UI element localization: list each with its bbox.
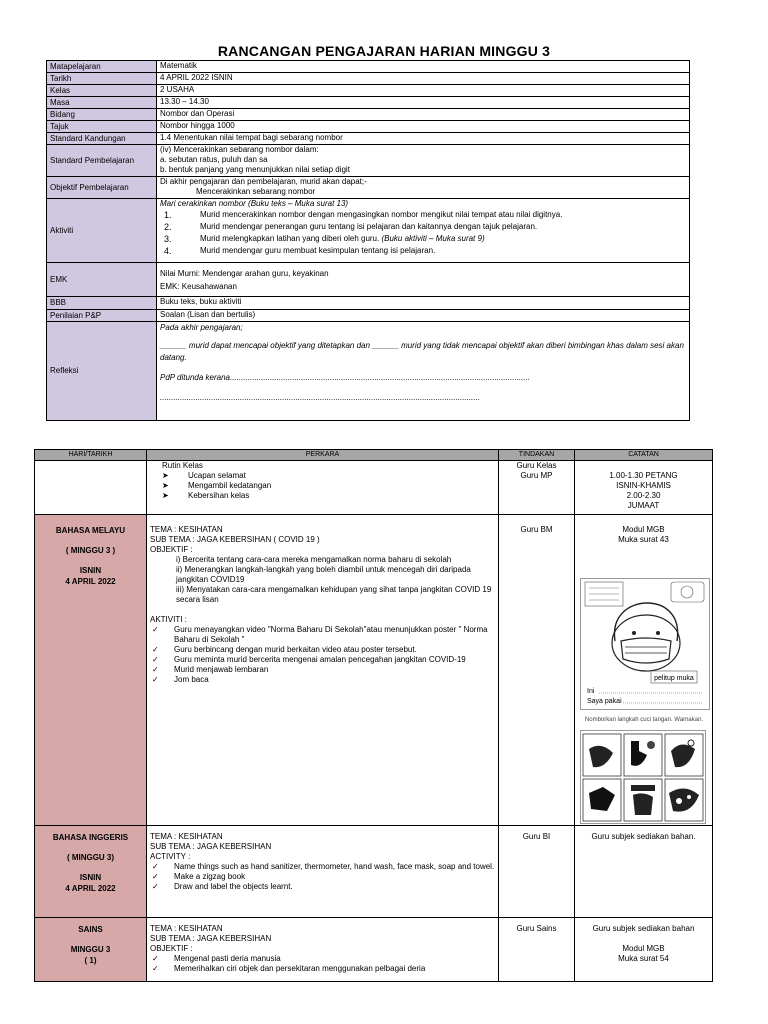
catatan-line: ISNIN-KHAMIS — [616, 481, 671, 490]
day-line: BAHASA MELAYU — [55, 526, 126, 535]
aktiviti-number: 4. — [164, 246, 172, 256]
label-tarikh: Tarikh — [47, 73, 157, 85]
value-tarikh: 4 APRIL 2022 ISNIN — [157, 73, 690, 85]
sains-objektif-item: ✓ Mengenal pasti deria manusia — [152, 954, 281, 963]
rutin-list — [150, 471, 495, 501]
check-icon: ✓ — [152, 665, 159, 674]
label-refleksi: Refleksi — [47, 322, 157, 421]
check-icon: ✓ — [152, 625, 159, 634]
label-masa: Masa — [47, 97, 157, 109]
row-penilaian — [47, 310, 690, 322]
aktiviti-number: 1. — [164, 210, 172, 220]
bm-aktiviti-item: ✓ Guru menayangkan video "Norma Baharu Di Sekolah"atau menunjukkan poster " Norma Baharu di Sekolah " — [152, 625, 488, 644]
aktiviti-list — [160, 209, 686, 257]
bm-aktiviti-item: ✓ Jom baca — [152, 675, 209, 684]
schedule-header — [35, 450, 713, 461]
row-refleksi — [47, 322, 690, 421]
rutin-perkara — [147, 461, 499, 515]
row-bbb — [47, 297, 690, 310]
bm-catatan-line: Muka surat 43 — [618, 535, 669, 544]
header-tindakan: TINDAKAN — [499, 450, 575, 461]
row-bm — [35, 515, 713, 826]
catatan-line: Muka surat 54 — [618, 954, 669, 963]
value-masa: 13.30 – 14.30 — [157, 97, 690, 109]
aktiviti-intro: Mari cerakinkan nombor (Buku teks – Muka surat 13) — [160, 199, 349, 208]
aktiviti-text: Murid mendengar guru membuat kesimpulan tentang isi pelajaran. — [200, 246, 436, 255]
bm-objektif-line: iii) Menyatakan cara-cara mengamalkan kehidupan yang sihat tanpa jangkitan COVID 19 secara lisan — [176, 585, 492, 604]
page-title: RANCANGAN PENGAJARAN HARIAN MINGGU 3 — [217, 43, 551, 59]
handwash-worksheet-image — [580, 730, 706, 824]
rutin-item: ➤ Ucapan selamat — [162, 471, 246, 480]
check-icon: ✓ — [152, 872, 159, 881]
label-bidang: Bidang — [47, 109, 157, 121]
catatan-line: 2.00-2.30 — [626, 491, 661, 500]
value-standard-pembelajaran — [157, 145, 690, 177]
emk-line: EMK: Keusahawanan — [160, 281, 237, 291]
value-emk — [157, 263, 690, 297]
bm-catatan-line: Modul MGB — [622, 525, 665, 534]
value-penilaian: Soalan (Lisan dan bertulis) — [157, 310, 690, 322]
bi-activity-item: ✓ Name things such as hand sanitizer, thermometer, hand wash, face mask, soap and towel. — [152, 862, 495, 871]
aktiviti-number: 3. — [164, 234, 172, 244]
row-sains — [35, 918, 713, 982]
aktiviti-item — [160, 233, 686, 245]
label-bbb: BBB — [47, 297, 157, 310]
aktiviti-text: Murid mendengar penerangan guru tentang isi pelajaran dan kaitannya dengan tajuk pelajaran. — [200, 222, 538, 231]
catatan-line: 1.00-1.30 PETANG — [609, 471, 678, 480]
tindakan-line: Guru Kelas — [516, 461, 557, 470]
bm-aktiviti-item: ✓ Guru meminta murid bercerita mengenai amalan pencegahan jangkitan COVID-19 — [152, 655, 466, 664]
face-mask-illustration — [581, 579, 709, 709]
aktiviti-text: Murid mencerakinkan nombor dengan mengasingkan nombor mengikut nilai tempat atau nilai digitnya. — [200, 210, 563, 219]
row-emk — [47, 263, 690, 297]
check-icon: ✓ — [152, 645, 159, 654]
check-icon: ✓ — [152, 675, 159, 684]
value-kelas: 2 USAHA — [157, 85, 690, 97]
bi-activity-list — [150, 862, 495, 892]
sains-objektif-label: OBJEKTIF : — [150, 944, 193, 953]
bi-tema: TEMA : KESIHATAN — [150, 832, 223, 841]
bi-activity-item: ✓ Make a zigzag book — [152, 872, 246, 881]
sains-day — [35, 918, 147, 982]
objektif-line: Mencerakinkan sebarang nombor — [196, 187, 316, 196]
day-line: ( MINGGU 3) — [66, 853, 115, 862]
header-catatan: CATATAN — [575, 450, 713, 461]
bi-activity-item: ✓ Draw and label the objects learnt. — [152, 882, 293, 891]
value-objektif — [157, 177, 690, 199]
label-kelas: Kelas — [47, 85, 157, 97]
bm-objektif-label: OBJEKTIF : — [150, 545, 193, 554]
label-penilaian: Penilaian P&P — [47, 310, 157, 322]
handwash-illustration — [581, 731, 705, 823]
header-perkara: PERKARA — [147, 450, 499, 461]
day-line: BAHASA INGGERIS — [52, 833, 129, 842]
objektif-line: Di akhir pengajaran dan pembelajaran, murid akan dapat;- — [160, 177, 367, 186]
row-bidang — [47, 109, 690, 121]
catatan-line: Modul MGB — [622, 944, 665, 953]
value-refleksi — [157, 322, 690, 421]
row-tajuk — [47, 121, 690, 133]
row-standard-pembelajaran — [47, 145, 690, 177]
check-icon: ✓ — [152, 882, 159, 891]
refleksi-line: PdP ditunda kerana....................................................................................................................................... — [160, 373, 531, 382]
label-standard-pembelajaran: Standard Pembelajaran — [47, 145, 157, 177]
row-aktiviti — [47, 199, 690, 263]
worksheet-line1: Ini — [587, 688, 595, 695]
label-emk: EMK — [47, 263, 157, 297]
rutin-catatan — [575, 461, 713, 515]
rutin-day — [35, 461, 147, 515]
sains-subtema: SUB TEMA : JAGA KEBERSIHAN — [150, 934, 272, 943]
bi-perkara — [147, 826, 499, 918]
sp-line: b. bentuk panjang yang menunjukkan nilai setiap digit — [160, 165, 350, 174]
catatan-line: Guru subjek sediakan bahan — [592, 924, 695, 933]
aktiviti-item — [160, 245, 686, 257]
rutin-tindakan — [499, 461, 575, 515]
bm-day — [35, 515, 147, 826]
value-tajuk: Nombor hingga 1000 — [157, 121, 690, 133]
rutin-item: ➤ Kebersihan kelas — [162, 491, 250, 500]
bi-tindakan: Guru BI — [499, 826, 575, 918]
refleksi-line: ................................................................................................................................................ — [160, 393, 481, 402]
row-masa — [47, 97, 690, 109]
sains-perkara — [147, 918, 499, 982]
bm-objektif-line: ii) Menerangkan langkah-langkah yang boleh diambil untuk mencegah diri daripada jangkitan COVID19 — [176, 565, 471, 584]
bi-day — [35, 826, 147, 918]
check-icon: ✓ — [152, 862, 159, 871]
bm-perkara — [147, 515, 499, 826]
tindakan-line: Guru MP — [520, 471, 553, 480]
bm-aktiviti-list — [150, 625, 495, 685]
arrow-icon: ➤ — [162, 471, 169, 480]
row-matapelajaran — [47, 61, 690, 73]
row-standard-kandungan — [47, 133, 690, 145]
schedule-table — [34, 449, 713, 982]
sains-objektif-item: ✓ Memerihalkan ciri objek dan persekitaran menggunakan pelbagai deria — [152, 964, 426, 973]
bm-objektif-line: i) Bercerita tentang cara-cara mereka mengamalkan norma baharu di sekolah — [176, 555, 452, 564]
value-standard-kandungan: 1.4 Menentukan nilai tempat bagi sebarang nombor — [157, 133, 690, 145]
aktiviti-number: 2. — [164, 222, 172, 232]
handwash-caption: Nomborkan langkah cuci tangan. Warnakan. — [584, 717, 704, 723]
sains-catatan — [575, 918, 713, 982]
bm-tema: TEMA : KESIHATAN — [150, 525, 223, 534]
sp-line: a. sebutan ratus, puluh dan sa — [160, 155, 268, 164]
check-icon: ✓ — [152, 964, 159, 973]
bm-aktiviti-item: ✓ Murid menjawab lembaran — [152, 665, 269, 674]
day-line: SAINS — [78, 925, 103, 934]
bi-activity-label: ACTIVITY : — [150, 852, 191, 861]
face-mask-worksheet-image — [580, 578, 710, 710]
day-line: ISNIN — [79, 566, 102, 575]
value-bbb: Buku teks, buku aktiviti — [157, 297, 690, 310]
bm-aktiviti-label: AKTIVITI : — [150, 615, 187, 624]
row-kelas — [47, 85, 690, 97]
refleksi-line: Pada akhir pengajaran; — [160, 323, 243, 332]
sp-line: (iv) Mencerakinkan sebarang nombor dalam: — [160, 145, 319, 154]
catatan-line: JUMAAT — [627, 501, 660, 510]
arrow-icon: ➤ — [162, 481, 169, 490]
sains-tindakan: Guru Sains — [499, 918, 575, 982]
row-objektif — [47, 177, 690, 199]
value-bidang: Nombor dan Operasi — [157, 109, 690, 121]
worksheet-line2: Saya pakai — [587, 698, 622, 705]
day-line: ( 1) — [84, 956, 97, 965]
arrow-icon: ➤ — [162, 491, 169, 500]
sains-objektif-list — [150, 954, 495, 974]
label-aktiviti: Aktiviti — [47, 199, 157, 263]
aktiviti-item — [160, 209, 686, 221]
refleksi-line: ______ murid dapat mencapai objektif yang ditetapkan dan ______ murid yang tidak mencapai objektif akan diberi bimbingan khas dalam sesi akan datang. — [160, 341, 684, 362]
label-tajuk: Tajuk — [47, 121, 157, 133]
header-hari: HARI/TARIKH — [35, 450, 147, 461]
emk-line: Nilai Murni: Mendengar arahan guru, keyakinan — [160, 268, 329, 278]
bi-subtema: SUB TEMA : JAGA KEBERSIHAN — [150, 842, 272, 851]
day-line: MINGGU 3 — [70, 945, 111, 954]
day-line: 4 APRIL 2022 — [65, 884, 116, 893]
aktiviti-text: Murid melengkapkan latihan yang diberi oleh guru. — [200, 234, 380, 243]
rph-table — [46, 60, 690, 421]
label-matapelajaran: Matapelajaran — [47, 61, 157, 73]
value-aktiviti — [157, 199, 690, 263]
check-icon: ✓ — [152, 655, 159, 664]
aktiviti-note: (Buku aktiviti – Muka surat 9) — [381, 234, 485, 243]
rutin-title: Rutin Kelas — [162, 461, 203, 470]
rutin-item: ➤ Mengambil kedatangan — [162, 481, 272, 490]
label-standard-kandungan: Standard Kandungan — [47, 133, 157, 145]
bm-aktiviti-item: ✓ Guru berbincang dengan murid berkaitan video atau poster tersebut. — [152, 645, 417, 654]
check-icon: ✓ — [152, 954, 159, 963]
day-line: 4 APRIL 2022 — [65, 577, 116, 586]
sains-tema: TEMA : KESIHATAN — [150, 924, 223, 933]
day-line: ( MINGGU 3 ) — [65, 546, 116, 555]
label-objektif: Objektif Pembelajaran — [47, 177, 157, 199]
day-line: ISNIN — [79, 873, 102, 882]
row-tarikh — [47, 73, 690, 85]
bm-subtema: SUB TEMA : JAGA KEBERSIHAN ( COVID 19 ) — [150, 535, 320, 544]
worksheet-title: pelitup muka — [654, 675, 694, 682]
row-rutin — [35, 461, 713, 515]
row-bi — [35, 826, 713, 918]
aktiviti-item — [160, 221, 686, 233]
bm-catatan — [575, 515, 713, 826]
bm-tindakan: Guru BM — [499, 515, 575, 826]
value-matapelajaran: Matematik — [157, 61, 690, 73]
bi-catatan: Guru subjek sediakan bahan. — [575, 826, 713, 918]
